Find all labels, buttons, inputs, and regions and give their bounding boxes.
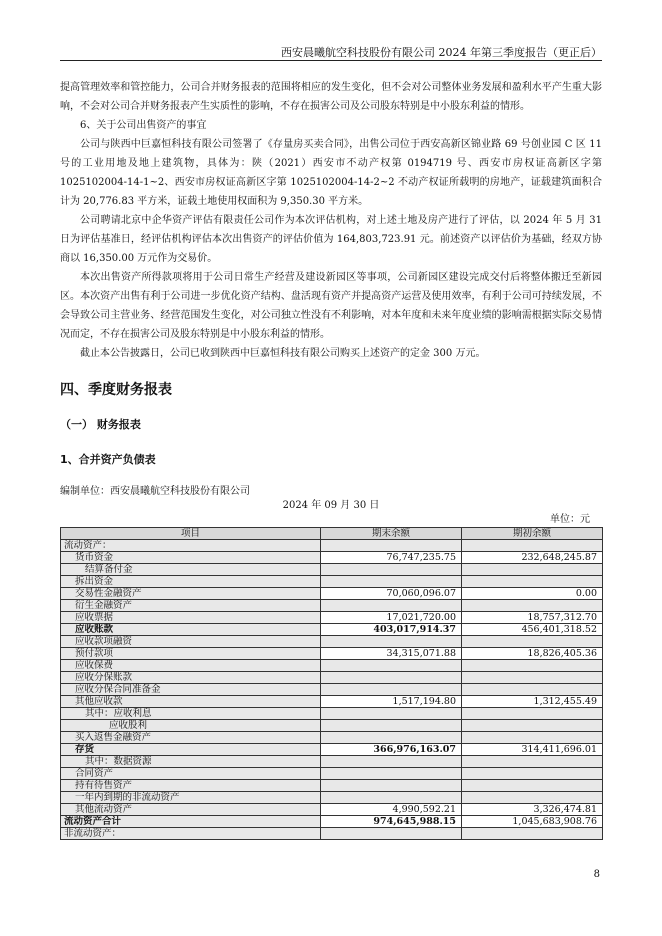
paragraph-consolidation: 提高管理效率和管控能力，公司合并财务报表的范围将相应的发生变化，但不会对公司整体业务发展和盈利水平产生重大影响，不会对公司合并财务报表产生实质性的影响，不存在损害公司及公司股东特别是中小股东利益的情形。 [60,82,602,112]
row-label: 结算备付金 [61,564,321,576]
paragraph-use-of-proceeds: 本次出售资产所得款项将用于公司日常生产经营及建设新园区等事项，公司新园区建设完成交付后将整体搬迁至新园区。本次资产出售有利于公司进一步优化资产结构、盘活现有资产并提高资产运营及使用效率，有利于公司可持续发展，不会导致公司主营业务、经营范围发生变化，对公司独立性没有不利影响，对本年度和未来年度业绩的影响需根据实际交易情况而定，不存在损害公司及股东特别是中小股东利益的情形。 [60,272,602,340]
ending-balance-cell [321,720,462,732]
row-label: 一年内到期的非流动资产 [61,792,321,804]
row-label: 预付款项 [61,648,321,660]
row-label: 应收票据 [61,612,321,624]
ending-balance-cell [321,684,462,696]
beginning-balance-cell: 18,826,405.36 [462,648,603,660]
beginning-balance-cell [462,564,603,576]
balance-sheet-body [61,540,603,840]
table-row [61,780,603,792]
beginning-balance-cell [462,576,603,588]
row-label: 拆出资金 [61,576,321,588]
beginning-balance-cell: 1,312,455.49 [462,696,603,708]
table-row [61,768,603,780]
ending-balance-cell [321,672,462,684]
row-label: 流动资产： [61,540,321,552]
row-label: 合同资产 [61,768,321,780]
header-item: 项目 [61,528,321,540]
table-row [61,600,603,612]
ending-balance-cell: 4,990,592.21 [321,804,462,816]
beginning-balance-cell [462,708,603,720]
row-label: 应收分保账款 [61,672,321,684]
ending-balance-cell [321,576,462,588]
ending-balance-cell [321,768,462,780]
beginning-balance-cell [462,660,603,672]
ending-balance-cell: 1,517,194.80 [321,696,462,708]
ending-balance-cell: 76,747,235.75 [321,552,462,564]
beginning-balance-cell [462,600,603,612]
ending-balance-cell [321,780,462,792]
table-row [61,588,603,600]
table-row [61,552,603,564]
row-label: 应收股利 [61,720,321,732]
table-row [61,816,603,828]
table-row [61,804,603,816]
table-row [61,636,603,648]
table-row [61,732,603,744]
ending-balance-cell [321,756,462,768]
ending-balance-cell: 70,060,096.07 [321,588,462,600]
row-label: 其中：数据资源 [61,756,321,768]
beginning-balance-cell: 456,401,318.52 [462,624,603,636]
row-label: 其中：应收利息 [61,708,321,720]
beginning-balance-cell: 3,326,474.81 [462,804,603,816]
row-label: 应收保费 [61,660,321,672]
beginning-balance-cell: 232,648,245.87 [462,552,603,564]
table-row [61,792,603,804]
section-title: 四、季度财务报表 [60,382,172,398]
beginning-balance-cell [462,828,603,840]
ending-balance-cell [321,540,462,552]
table-row [61,648,603,660]
table-row [61,744,603,756]
ending-balance-cell [321,660,462,672]
row-label: 应收款项融资 [61,636,321,648]
beginning-balance-cell [462,756,603,768]
table-row [61,696,603,708]
report-date: 2024 年 09 月 30 日 [282,500,380,511]
beginning-balance-cell [462,672,603,684]
table-row [61,612,603,624]
beginning-balance-cell [462,780,603,792]
section-subtitle: （一） 财务报表 [60,418,141,431]
row-label: 存货 [61,744,321,756]
beginning-balance-cell [462,792,603,804]
paragraph-appraisal: 公司聘请北京中企华资产评估有限责任公司作为本次评估机构，对上述土地及房产进行了评估，以 2024 年 5 月 31 日为评估基准日，经评估机构评估本次出售资产的评估价值为 164,803,723.91 元。前述资产以评估价为基础，经双方协商以 16,350.00 万元作为交易价。 [60,215,602,264]
ending-balance-cell [321,792,462,804]
ending-balance-cell: 403,017,914.37 [321,624,462,636]
paragraph-sale-contract: 公司与陕西中巨嘉恒科技有限公司签署了《存量房买卖合同》，出售公司位于西安高新区锦业路 69 号创业园 C 区 11 号的工业用地及地上建筑物，具体为：陕（2021）西安市不动产权第 0194719 号、西安市房权证高新区字第 1025102004-14-1~2、西安市房权证高新区字第 1025102004-14-2~2 不动产权证所载明的房地产，证载建筑面积合计为 20,776.83 平方米，证载土地使用权面积为 9,350.30 平方米。 [60,139,602,207]
beginning-balance-cell: 0.00 [462,588,603,600]
ending-balance-cell: 34,315,071.88 [321,648,462,660]
table-row [61,720,603,732]
report-header: 西安晨曦航空科技股份有限公司 2024 年第三季度报告（更正后） [281,46,602,59]
table-row [61,564,603,576]
row-label: 衍生金融资产 [61,600,321,612]
row-label: 应收账款 [61,624,321,636]
row-label: 买入返售金融资产 [61,732,321,744]
beginning-balance-cell [462,720,603,732]
ending-balance-cell [321,732,462,744]
row-label: 非流动资产： [61,828,321,840]
ending-balance-cell: 974,645,988.15 [321,816,462,828]
table-row [61,624,603,636]
table-row [61,660,603,672]
row-label: 货币资金 [61,552,321,564]
beginning-balance-cell [462,732,603,744]
beginning-balance-cell [462,636,603,648]
preparing-entity: 编制单位：西安晨曦航空科技股份有限公司 [60,486,250,497]
paragraph-deposit: 截止本公告披露日，公司已收到陕西中巨嘉恒科技有限公司购买上述资产的定金 300 万元。 [80,348,486,359]
header-divider [60,60,602,61]
header-ending-balance: 期末余额 [321,528,462,540]
row-label: 其他流动资产 [61,804,321,816]
ending-balance-cell [321,636,462,648]
ending-balance-cell: 366,976,163.07 [321,744,462,756]
table-row [61,708,603,720]
ending-balance-cell: 17,021,720.00 [321,612,462,624]
paragraph-asset-sale-heading: 6、关于公司出售资产的事宜 [80,120,207,131]
beginning-balance-cell [462,540,603,552]
ending-balance-cell [321,600,462,612]
row-label: 流动资产合计 [61,816,321,828]
page-content [60,78,602,840]
beginning-balance-cell: 18,757,312.70 [462,612,603,624]
row-label: 交易性金融资产 [61,588,321,600]
table-row [61,576,603,588]
table-header-row [61,528,603,540]
ending-balance-cell [321,828,462,840]
page-number: 8 [593,869,600,880]
table-row [61,684,603,696]
table-title: 1、合并资产负债表 [60,453,156,466]
balance-sheet-table [60,527,603,840]
beginning-balance-cell: 314,411,696.01 [462,744,603,756]
ending-balance-cell [321,708,462,720]
table-row [61,828,603,840]
header-beginning-balance: 期初余额 [462,528,603,540]
row-label: 其他应收款 [61,696,321,708]
beginning-balance-cell: 1,045,683,908.76 [462,816,603,828]
beginning-balance-cell [462,768,603,780]
beginning-balance-cell [462,684,603,696]
ending-balance-cell [321,564,462,576]
currency-unit: 单位：元 [550,514,590,525]
row-label: 持有待售资产 [61,780,321,792]
row-label: 应收分保合同准备金 [61,684,321,696]
table-row [61,756,603,768]
table-row [61,540,603,552]
table-row [61,672,603,684]
